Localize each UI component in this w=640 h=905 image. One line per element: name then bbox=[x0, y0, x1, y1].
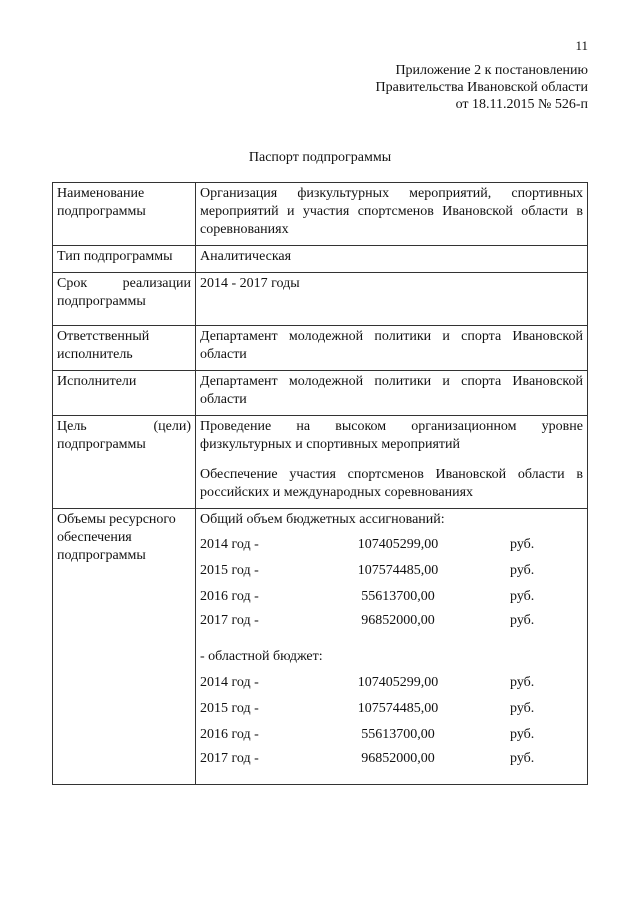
funding-amount: 96852000,00 bbox=[361, 751, 435, 766]
row-value-responsible: Департамент молодежной политики и спорта Ивановской области bbox=[196, 326, 588, 371]
funding-currency: руб. bbox=[510, 537, 535, 552]
goal-value-1: Проведение на высоком организационном уровне физкультурных и спортивных мероприятий bbox=[200, 419, 583, 452]
funding-total-heading: Общий объем бюджетных ассигнований: bbox=[200, 512, 445, 527]
row-value-goal bbox=[196, 416, 588, 509]
appendix-line-2: Правительства Ивановской области bbox=[375, 80, 588, 95]
funding-year: 2015 год - bbox=[200, 563, 259, 578]
row-label-executors: Исполнители bbox=[53, 371, 196, 416]
funding-currency: руб. bbox=[510, 589, 535, 604]
funding-amount: 107574485,00 bbox=[357, 563, 439, 578]
funding-regional-heading: - областной бюджет: bbox=[200, 649, 323, 664]
appendix-line-3: от 18.11.2015 № 526-п bbox=[455, 97, 588, 112]
funding-line bbox=[200, 562, 583, 588]
funding-amount: 107405299,00 bbox=[357, 537, 439, 552]
table-row bbox=[53, 326, 588, 371]
row-label-funding: Объемы ресурсного обеспечения подпрограммы bbox=[53, 509, 196, 785]
funding-year: 2014 год - bbox=[200, 675, 259, 690]
funding-line bbox=[200, 536, 583, 562]
row-value-executors: Департамент молодежной политики и спорта Ивановской области bbox=[196, 371, 588, 416]
term-label-line-1: Срок реализации bbox=[57, 276, 191, 291]
funding-year: 2016 год - bbox=[200, 727, 259, 742]
table-row bbox=[53, 416, 588, 509]
funding-currency: руб. bbox=[510, 701, 535, 716]
table-row bbox=[53, 246, 588, 273]
row-value-term: 2014 - 2017 годы bbox=[196, 273, 588, 326]
passport-table bbox=[52, 182, 588, 785]
table-row bbox=[53, 273, 588, 326]
goal-label-line-1: Цель (цели) bbox=[57, 419, 191, 434]
row-label-goal bbox=[53, 416, 196, 509]
funding-year: 2017 год - bbox=[200, 613, 259, 628]
row-value-type: Аналитическая bbox=[196, 246, 588, 273]
goal-label-line-2: подпрограммы bbox=[57, 437, 146, 452]
funding-line bbox=[200, 700, 583, 726]
funding-year: 2014 год - bbox=[200, 537, 259, 552]
funding-currency: руб. bbox=[510, 751, 535, 766]
funding-year: 2016 год - bbox=[200, 589, 259, 604]
table-row bbox=[53, 183, 588, 246]
goal-value-2: Обеспечение участия спортсменов Ивановской области в российских и международных соревнованиях bbox=[200, 467, 583, 500]
funding-currency: руб. bbox=[510, 563, 535, 578]
funding-amount: 96852000,00 bbox=[361, 613, 435, 628]
funding-currency: руб. bbox=[510, 613, 535, 628]
funding-amount: 107405299,00 bbox=[357, 675, 439, 690]
appendix-reference bbox=[376, 62, 588, 113]
table-row bbox=[53, 509, 588, 785]
row-label-name: Наименование подпрограммы bbox=[53, 183, 196, 246]
term-label-line-2: подпрограммы bbox=[57, 294, 146, 309]
table-row bbox=[53, 371, 588, 416]
row-label-type: Тип подпрограммы bbox=[53, 246, 196, 273]
funding-line bbox=[200, 588, 583, 612]
row-label-responsible: Ответственный исполнитель bbox=[53, 326, 196, 371]
row-value-name: Организация физкультурных мероприятий, спортивных мероприятий и участия спортсменов Ивановской области в соревнованиях bbox=[196, 183, 588, 246]
row-value-funding bbox=[196, 509, 588, 785]
funding-currency: руб. bbox=[510, 675, 535, 690]
page-number: 11 bbox=[575, 38, 588, 53]
funding-amount: 55613700,00 bbox=[361, 727, 435, 742]
document-title: Паспорт подпрограммы bbox=[248, 150, 392, 165]
row-label-term bbox=[53, 273, 196, 326]
funding-line bbox=[200, 674, 583, 700]
funding-line bbox=[200, 612, 583, 636]
funding-amount: 55613700,00 bbox=[361, 589, 435, 604]
funding-amount: 107574485,00 bbox=[357, 701, 439, 716]
funding-year: 2017 год - bbox=[200, 751, 259, 766]
appendix-line-1: Приложение 2 к постановлению bbox=[395, 63, 588, 78]
funding-year: 2015 год - bbox=[200, 701, 259, 716]
funding-line bbox=[200, 726, 583, 750]
funding-line bbox=[200, 750, 583, 774]
funding-currency: руб. bbox=[510, 727, 535, 742]
